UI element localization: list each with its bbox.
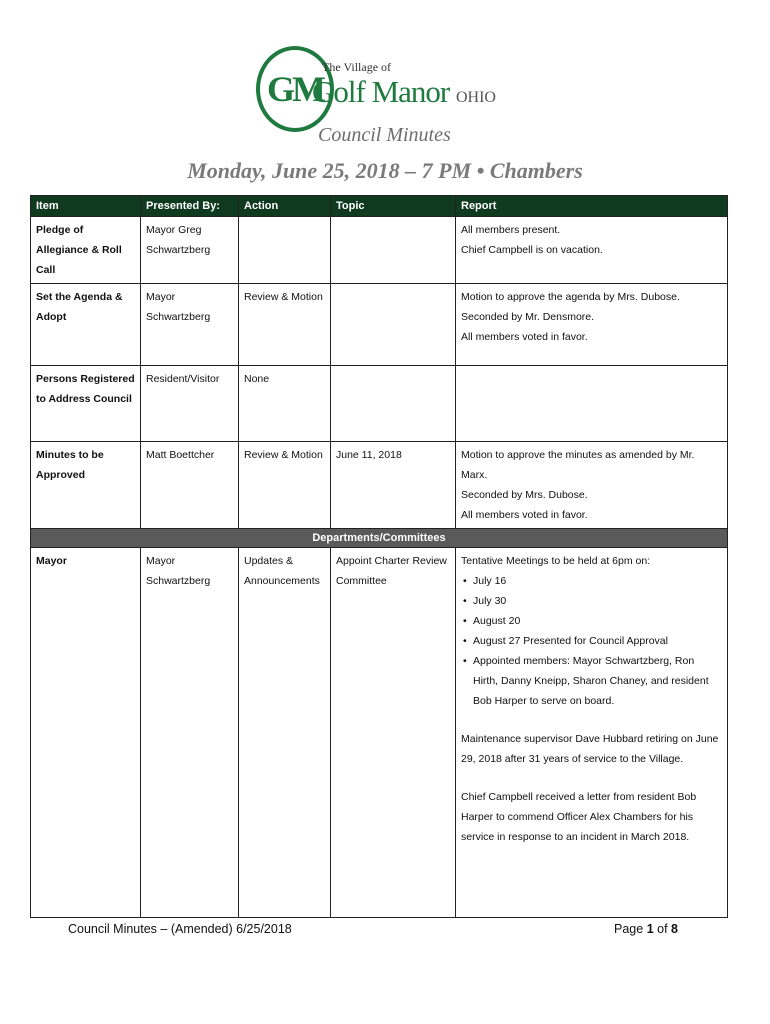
row-presented-by: Matt Boettcher (141, 442, 239, 529)
logo-state: OHIO (455, 89, 496, 106)
meeting-title: Monday, June 25, 2018 – 7 PM • Chambers (187, 158, 583, 183)
logo-village-text: The Village of (322, 60, 392, 74)
row-presented-by: Mayor Greg Schwartzberg (141, 217, 239, 284)
row-report (456, 548, 728, 918)
report-line: All members voted in favor. (461, 331, 588, 343)
row-item: Persons Registered to Address Council (31, 366, 141, 442)
section-departments-committees: Departments/Committees (31, 529, 728, 548)
row-presented-by: Resident/Visitor (141, 366, 239, 442)
logo-name: Golf Manor OHIO (312, 74, 496, 109)
row-action: Review & Motion (239, 442, 331, 529)
row-item: Minutes to be Approved (31, 442, 141, 529)
village-logo (256, 46, 496, 146)
report-intro: Tentative Meetings to be held at 6pm on: (461, 555, 651, 567)
row-action (239, 217, 331, 284)
section-header-row (31, 529, 728, 548)
header-report: Report (456, 196, 728, 217)
logo-subtitle: Council Minutes (318, 124, 451, 146)
row-action: None (239, 366, 331, 442)
report-paragraph: Chief Campbell received a letter from resident Bob Harper to commend Officer Alex Chambers for his service in response to an incident in March 2018. (461, 791, 697, 843)
row-action: Updates & Announcements (239, 548, 331, 918)
table-row (31, 366, 728, 442)
header-topic: Topic (331, 196, 456, 217)
list-item: • August 27 Presented for Council Approval (473, 631, 722, 651)
row-item: Pledge of Allegiance & Roll Call (31, 217, 141, 284)
logo-monogram: GM (267, 69, 323, 109)
row-report (456, 217, 728, 284)
list-item: • Appointed members: Mayor Schwartzberg, Ron Hirth, Danny Kneipp, Sharon Chaney, and resident Bob Harper to serve on board. (473, 651, 722, 711)
row-topic (331, 217, 456, 284)
table-row (31, 442, 728, 529)
minutes-table (30, 195, 728, 918)
meeting-dates-list (461, 571, 722, 711)
row-action: Review & Motion (239, 284, 331, 366)
row-topic (331, 284, 456, 366)
footer-page-number: Page 1 of 8 (614, 922, 678, 936)
table-row (31, 217, 728, 284)
row-report (456, 366, 728, 442)
row-presented-by: Mayor Schwartzberg (141, 548, 239, 918)
report-line: All members voted in favor. (461, 509, 588, 521)
report-line: Motion to approve the minutes as amended by Mr. Marx. (461, 449, 695, 481)
row-item: Set the Agenda & Adopt (31, 284, 141, 366)
footer-document-label: Council Minutes – (Amended) 6/25/2018 (68, 922, 292, 936)
report-line: Seconded by Mrs. Dubose. (461, 489, 588, 501)
row-topic (331, 366, 456, 442)
row-presented-by: Mayor Schwartzberg (141, 284, 239, 366)
report-line: Chief Campbell is on vacation. (461, 244, 603, 256)
header-action: Action (239, 196, 331, 217)
table-row (31, 548, 728, 918)
row-topic: Appoint Charter Review Committee (331, 548, 456, 918)
table-header-row (31, 196, 728, 217)
report-paragraph: Maintenance supervisor Dave Hubbard retiring on June 29, 2018 after 31 years of service to the Village. (461, 733, 719, 765)
list-item: • July 30 (473, 591, 722, 611)
report-line: Seconded by Mr. Densmore. (461, 311, 595, 323)
report-line: All members present. (461, 224, 561, 236)
list-item: • August 20 (473, 611, 722, 631)
header-presented-by: Presented By: (141, 196, 239, 217)
header-item: Item (31, 196, 141, 217)
row-topic: June 11, 2018 (331, 442, 456, 529)
row-report (456, 284, 728, 366)
row-item: Mayor (31, 548, 141, 918)
row-report (456, 442, 728, 529)
table-row (31, 284, 728, 366)
report-line: Motion to approve the agenda by Mrs. Dubose. (461, 291, 680, 303)
list-item: • July 16 (473, 571, 722, 591)
